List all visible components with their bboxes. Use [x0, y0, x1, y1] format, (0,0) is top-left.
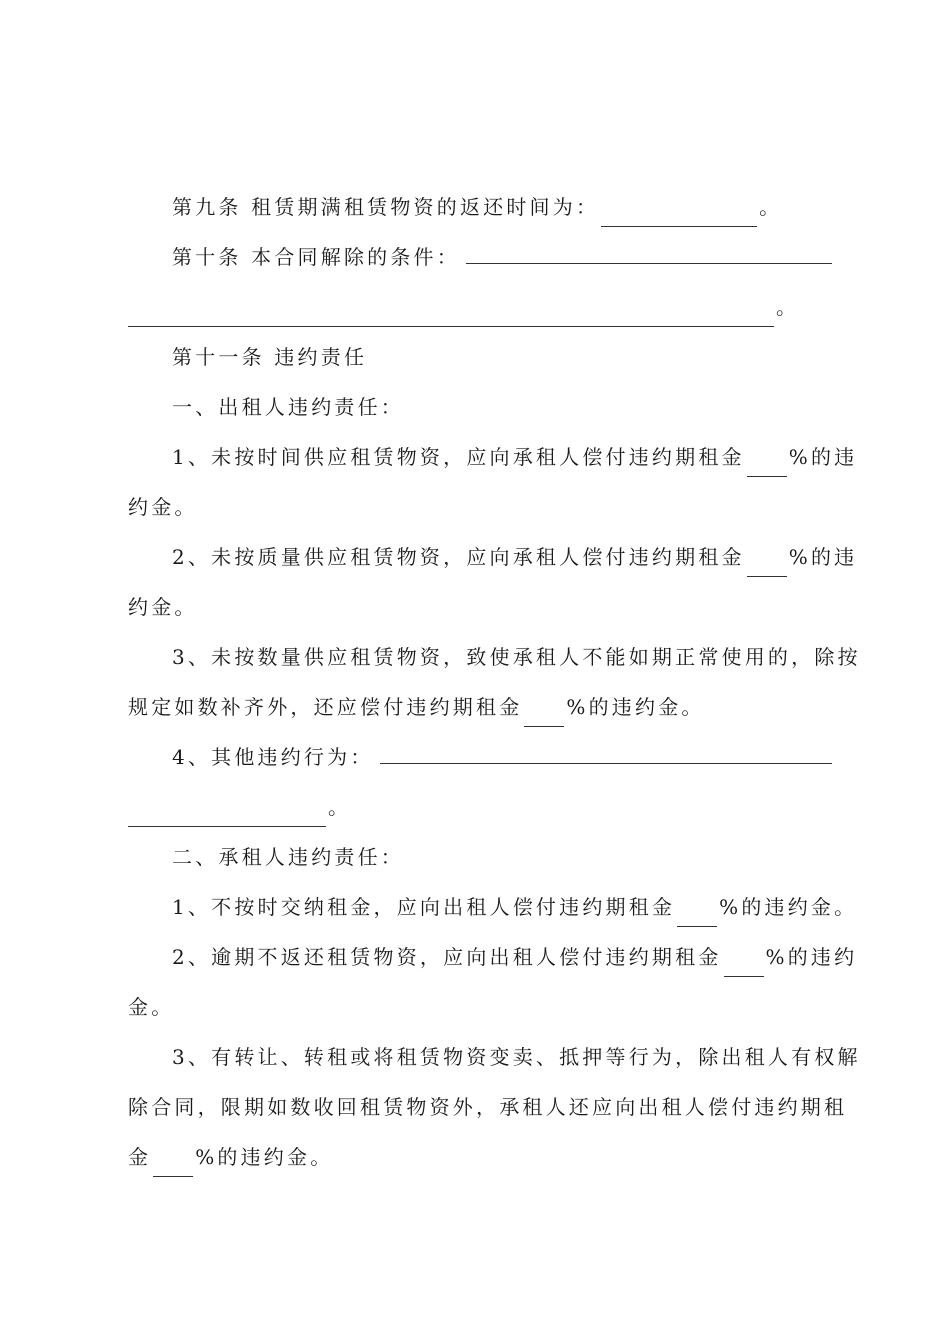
lessor-item-1-suffix: %的违	[788, 445, 858, 469]
lessee-item-3: 3、有转让、转租或将租赁物资变卖、抵押等行为，除出租人有权解	[172, 1045, 861, 1069]
lessor-heading: 一、出租人违约责任：	[172, 395, 404, 419]
lessor-item-3-blank	[524, 700, 564, 727]
article-11-title: 第十一条 违约责任	[172, 345, 368, 369]
article-9-text: 第九条 租赁期满租赁物资的返还时间为：	[172, 195, 600, 219]
lessor-item-4-blank	[380, 737, 832, 764]
lessor-item-1-text: 1、未按时间供应租赁物资，应向承租人偿付违约期租金	[172, 445, 745, 469]
lessee-item-2-continuation: 金。	[128, 995, 175, 1019]
lessee-item-2-suffix: %的违约	[765, 945, 858, 969]
article-10-blank-continued	[128, 300, 774, 327]
lessee-item-2-text: 2、逾期不返还租赁物资，应向出租人偿付违约期租金	[172, 945, 722, 969]
lessor-item-3-suffix: %的违约金。	[566, 695, 705, 719]
lessor-item-2-continuation: 约金。	[128, 595, 198, 619]
lessee-heading: 二、承租人违约责任：	[172, 845, 404, 869]
lessor-item-3-text: 规定如数补齐外，还应偿付违约期租金	[128, 695, 523, 719]
article-9-line	[172, 187, 832, 227]
lessor-item-2-blank	[747, 550, 787, 577]
lessor-item-4	[172, 737, 832, 777]
article-10-end: 。	[776, 295, 800, 319]
article-10-blank	[466, 237, 832, 264]
lessee-item-3-continuation-2	[128, 1137, 832, 1177]
lessor-item-1-continuation: 约金。	[128, 495, 198, 519]
lessee-item-3-continuation: 除合同，限期如数收回租赁物资外，承租人还应向出租人偿付违约期租	[128, 1095, 848, 1119]
lessor-item-2-text: 2、未按质量供应租赁物资，应向承租人偿付违约期租金	[172, 545, 745, 569]
article-9-end: 。	[759, 195, 783, 219]
lessor-item-2	[172, 537, 858, 577]
lessee-item-1-blank	[677, 900, 717, 927]
article-10-text: 第十条 本合同解除的条件：	[172, 245, 460, 269]
lessor-item-3: 3、未按数量供应租赁物资，致使承租人不能如期正常使用的，除按	[172, 645, 861, 669]
lessee-item-3-text: 金	[128, 1145, 152, 1169]
lessor-item-4-blank-continued	[128, 800, 326, 827]
lessee-item-1-text: 1、不按时交纳租金，应向出租人偿付违约期租金	[172, 895, 676, 919]
lessor-item-2-suffix: %的违	[788, 545, 858, 569]
lessor-item-3-continuation	[128, 687, 832, 727]
lessor-item-4-end: 。	[328, 795, 352, 819]
lessee-item-3-blank	[153, 1150, 193, 1177]
article-10-continuation	[128, 287, 832, 327]
lessee-item-2	[172, 937, 858, 977]
article-10-line	[172, 237, 832, 277]
lessee-item-1	[172, 887, 858, 927]
lessor-item-1	[172, 437, 858, 477]
lessor-item-4-text: 4、其他违约行为：	[172, 745, 374, 769]
lessor-item-1-blank	[747, 450, 787, 477]
lessor-item-4-continuation	[128, 787, 832, 827]
lessee-item-3-suffix: %的违约金。	[195, 1145, 334, 1169]
lessee-item-2-blank	[724, 950, 764, 977]
article-9-blank	[601, 200, 757, 227]
lessee-item-1-suffix: %的违约金。	[719, 895, 858, 919]
